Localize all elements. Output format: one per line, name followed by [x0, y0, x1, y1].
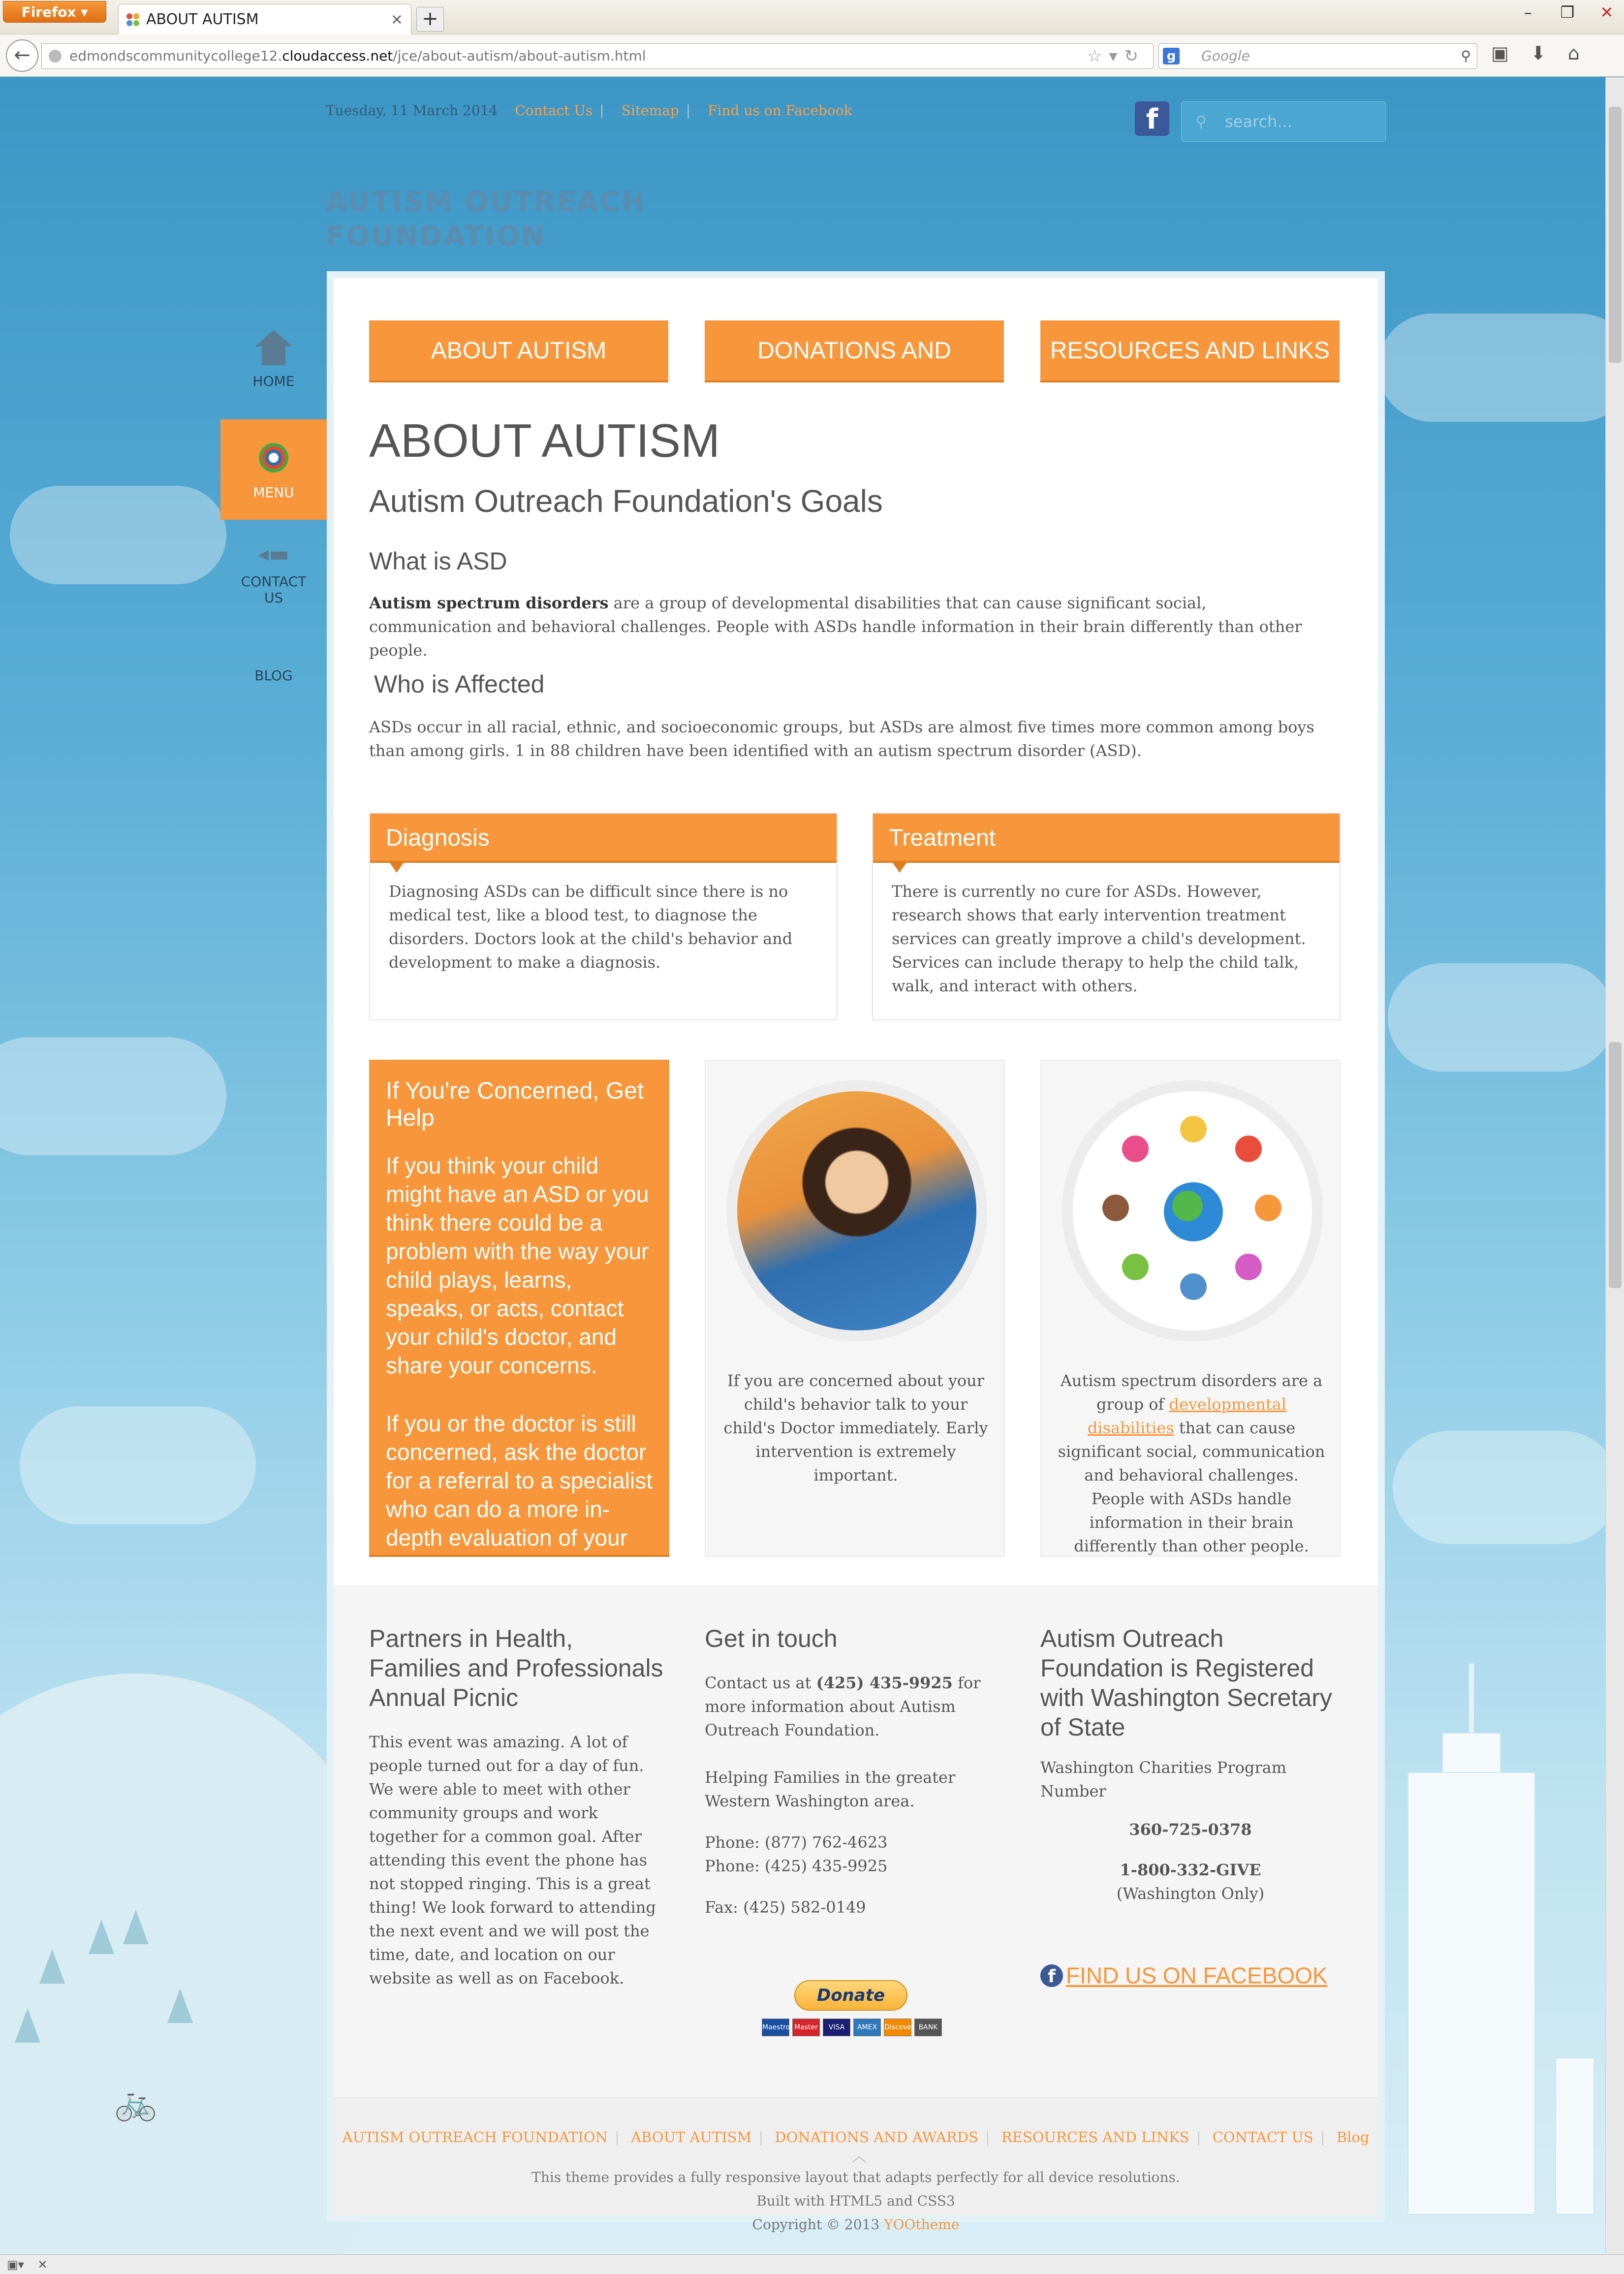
concern-box — [369, 1060, 669, 1579]
url-bar-icons[interactable]: ☆▾↻ — [1087, 46, 1145, 66]
contact-us-link[interactable]: Contact Us — [515, 102, 593, 119]
sitemap-link[interactable]: Sitemap — [621, 102, 679, 119]
treatment-title: Treatment — [873, 814, 1340, 863]
amex-logo: AMEX — [853, 2019, 881, 2036]
firefox-button-label: Firefox — [21, 4, 76, 20]
footer-columns — [334, 1585, 1378, 2097]
new-tab-button[interactable]: + — [416, 7, 444, 32]
about-autism-button[interactable]: ABOUT AUTISM — [369, 320, 668, 382]
child-photo — [726, 1080, 987, 1341]
site-title[interactable] — [326, 185, 719, 254]
picnic-column — [369, 1624, 669, 1990]
browser-tab-strip — [0, 0, 1624, 34]
home-icon — [257, 330, 290, 367]
search-icon: ⚲ — [1195, 112, 1207, 131]
find-us-on-facebook-link[interactable]: FIND US ON FACEBOOK — [1066, 1962, 1328, 1989]
maestro-logo: Maestro — [762, 2019, 789, 2036]
cloud — [0, 1037, 226, 1155]
what-is-asd-text — [369, 591, 1334, 662]
sidenav-home[interactable] — [220, 330, 327, 404]
donations-awards-button[interactable]: DONATIONS AND AWARDS — [705, 320, 1004, 382]
sidenav-contact-label-1: CONTACT — [241, 573, 307, 590]
registration-column — [1040, 1624, 1341, 1988]
kids-globe-caption — [1056, 1369, 1327, 1558]
what-is-asd-heading: What is ASD — [369, 547, 507, 575]
cloud — [1388, 963, 1605, 1072]
facebook-icon: f — [1040, 1964, 1063, 1987]
cloud — [10, 486, 226, 584]
mastercard-logo: Master — [792, 2019, 820, 2036]
charities-program-number: 360-725-0378 — [1129, 1820, 1252, 1839]
developmental-disabilities-link[interactable]: developmental disabilities — [1087, 1395, 1287, 1437]
download-icon[interactable]: ⬇ — [1530, 42, 1546, 64]
contact-phone-bold: (425) 435-9925 — [816, 1674, 953, 1692]
joomla-favicon-icon — [125, 12, 140, 27]
copyright-text: Copyright © 2013 — [752, 2216, 884, 2233]
diagnosis-title: Diagnosis — [370, 814, 837, 863]
search-go-icon[interactable]: ⚲ — [1461, 48, 1471, 64]
window-close-icon[interactable]: ✕ — [1600, 3, 1614, 22]
tree-decoration — [89, 1920, 114, 1954]
tab-title: ABOUT AUTISM — [146, 11, 259, 28]
footer-link-home[interactable]: AUTISM OUTREACH FOUNDATION — [342, 2129, 608, 2146]
tower-decoration — [1407, 1772, 1535, 2215]
url-host: cloudaccess.net — [282, 48, 393, 64]
built-with-note: Built with HTML5 and CSS3 — [756, 2193, 955, 2209]
diagnosis-box — [369, 813, 838, 1020]
sidenav-home-label: HOME — [252, 373, 295, 389]
window-controls — [1516, 0, 1619, 25]
copyright — [334, 2213, 1378, 2237]
contact-arrow-icon: ◂▬ — [258, 541, 289, 567]
child-photo-caption: If you are concerned about your child's behavior talk to your child's Doctor immediately. Early intervention is extremely important. — [723, 1371, 988, 1484]
footer-link-blog[interactable]: Blog — [1336, 2129, 1370, 2146]
page-subtitle: Autism Outreach Foundation's Goals — [369, 483, 883, 519]
fax-number: Fax: (425) 582-0149 — [705, 1898, 866, 1917]
addon-icon[interactable]: ▣▾ — [7, 2258, 24, 2272]
facebook-icon[interactable]: f — [1135, 101, 1169, 136]
diagnosis-text: Diagnosing ASDs can be difficult since there is no medical test, like a blood test, to diagnose the disorders. Doctors look at the child's behavior and development to make a diagnosis. — [389, 882, 793, 972]
get-in-touch-title: Get in touch — [705, 1625, 838, 1652]
treatment-box — [872, 813, 1341, 1020]
status-close-icon[interactable]: ✕ — [37, 2258, 48, 2272]
picnic-title: Partners in Health, Families and Professionals Annual Picnic — [369, 1625, 663, 1711]
kids-globe-card — [1040, 1060, 1341, 1557]
site-search-placeholder: search... — [1225, 112, 1292, 131]
page-title: ABOUT AUTISM — [369, 414, 720, 467]
minimize-icon[interactable]: – — [1524, 3, 1532, 22]
url-prefix: edmondscommunitycollege12. — [69, 48, 282, 64]
footer-link-contact[interactable]: CONTACT US — [1212, 2129, 1313, 2146]
google-logo-icon[interactable]: g — [1163, 48, 1180, 64]
tower-top-decoration — [1442, 1733, 1501, 1777]
contact-intro-pre: Contact us at — [705, 1674, 816, 1692]
discover-logo: Discover — [884, 2019, 911, 2036]
charities-program-label: Washington Charities Program Number — [1040, 1758, 1287, 1800]
facebook-footer-link[interactable] — [1040, 1962, 1341, 1988]
theme-note: This theme provides a fully responsive layout that adapts perfectly for all device resolutions. — [531, 2169, 1180, 2185]
asd-bold-term: Autism spectrum disorders — [369, 594, 609, 612]
tree-decoration — [39, 1949, 65, 1984]
service-area: Helping Families in the greater Western Washington area. — [705, 1768, 956, 1810]
sidenav-contact[interactable] — [220, 541, 327, 620]
washington-only-note: (Washington Only) — [1116, 1884, 1265, 1903]
menu-icon — [255, 439, 292, 476]
footer-link-donations[interactable]: DONATIONS AND AWARDS — [775, 2129, 978, 2146]
top-bar: Tuesday, 11 March 2014 Contact Us | Sitemap | Find us on Facebook — [326, 102, 852, 119]
firefox-menu-button[interactable]: Firefox ▾ — [3, 1, 106, 23]
get-in-touch-column — [705, 1624, 1005, 1919]
contact-intro-post: for more information about Autism Outreach Foundation. — [705, 1674, 981, 1739]
child-photo-card — [705, 1060, 1005, 1557]
scrollbar-thumb-secondary[interactable] — [1609, 1042, 1622, 1288]
picnic-text: This event was amazing. A lot of people turned out for a day of fun. We were able to meet with other community groups and work together for a common goal. After attending this event the phone has not stopped ringing. This is a great thing! We look forward to attending the next event and we will post the time, date, and location on our website as well as on Facebook. — [369, 1733, 656, 1988]
phone-1: Phone: (877) 762-4623 — [705, 1833, 888, 1852]
sidenav-menu-label: MENU — [253, 484, 294, 501]
tree-decoration — [167, 1989, 193, 2023]
url-path: /jce/about-autism/about-autism.html — [393, 48, 646, 64]
facebook-top-link[interactable]: Find us on Facebook — [708, 102, 852, 119]
cloud — [1378, 314, 1605, 422]
kids-globe-image — [1062, 1080, 1323, 1341]
page-scrollbar[interactable] — [1605, 77, 1624, 2254]
asd-description: are a group of developmental disabilities that can cause significant social, communication and behavioral challenges. People with ASDs handle information in their brain differently than other people. — [369, 594, 1302, 660]
tab-close-icon[interactable]: × — [390, 11, 403, 28]
tree-decoration — [123, 1910, 149, 1944]
restore-icon[interactable]: ❐ — [1560, 3, 1575, 22]
browser-status-bar — [0, 2254, 1624, 2274]
cloud — [1393, 1431, 1605, 1544]
scroll-to-top-icon[interactable]: ︿ — [852, 2148, 867, 2165]
main-panel — [327, 271, 1385, 2233]
concern-paragraph-2: If you or the doctor is still concerned, ask the doctor for a referral to a specialist who can do a more in-depth evaluation of your child. — [386, 1411, 653, 1579]
current-date: Tuesday, 11 March 2014 — [326, 102, 498, 119]
home-icon[interactable]: ⌂ — [1567, 42, 1580, 64]
payment-card-logos — [762, 2019, 942, 2036]
visa-logo: VISA — [823, 2019, 850, 2036]
building-decoration — [1555, 2057, 1594, 2215]
site-title-line2: FOUNDATION — [326, 221, 546, 253]
browser-tab[interactable] — [118, 4, 411, 34]
bookmarks-icon[interactable]: ▣ — [1491, 42, 1509, 64]
registration-title: Autism Outreach Foundation is Registered with Washington Secretary of State — [1040, 1625, 1332, 1741]
browser-search-input[interactable] — [1158, 43, 1477, 69]
treatment-text: There is currently no cure for ASDs. However, research shows that early intervention treatment services can greatly improve a child's development. Services can include therapy to help the child talk, walk, and interact with others. — [892, 882, 1306, 995]
yootheme-link[interactable]: YOOtheme — [884, 2216, 960, 2233]
who-is-affected-heading: Who is Affected — [374, 670, 545, 698]
bank-logo: BANK — [914, 2019, 942, 2036]
footer-links: AUTISM OUTREACH FOUNDATION | ABOUT AUTISM | DONATIONS AND AWARDS | RESOURCES AND LINKS | CONTACT US | Blog ︿ — [342, 2129, 1370, 2165]
concern-title: If You're Concerned, Get Help — [386, 1078, 644, 1131]
tree-decoration — [15, 2008, 40, 2043]
scrollbar-thumb[interactable] — [1609, 107, 1622, 363]
site-title-line1: AUTISM OUTREACH — [326, 186, 646, 218]
sidenav-blog-label: BLOG — [254, 667, 293, 684]
site-identity-icon[interactable] — [49, 50, 62, 63]
browser-nav-bar — [0, 34, 1624, 77]
cloud — [20, 1406, 256, 1524]
footer-link-about[interactable]: ABOUT AUTISM — [631, 2129, 752, 2146]
who-is-affected-text: ASDs occur in all racial, ethnic, and socioeconomic groups, but ASDs are almost five times more common among boys than among girls. 1 in 88 children have been identified with an autism spectrum disorder (ASD). — [369, 718, 1314, 760]
give-phone: 1-800-332-GIVE — [1120, 1861, 1261, 1879]
globe-icon — [1164, 1182, 1223, 1241]
footer-link-resources[interactable]: RESOURCES AND LINKS — [1001, 2129, 1189, 2146]
cyclist-icon: 🚲 — [114, 2082, 157, 2122]
content-area — [334, 278, 1378, 1585]
sidenav-blog[interactable] — [220, 667, 327, 697]
url-bar[interactable] — [41, 43, 1154, 69]
site-footer — [334, 2097, 1378, 2233]
phone-2: Phone: (425) 435-9925 — [705, 1857, 888, 1875]
caption-text-before: Autism spectrum disorders are a group of — [1060, 1371, 1323, 1414]
search-placeholder: Google — [1201, 48, 1250, 64]
resources-links-button[interactable]: RESOURCES AND LINKS — [1040, 320, 1340, 382]
tower-spire-decoration — [1469, 1664, 1474, 1737]
caption-text-after: that can cause significant social, communication and behavioral challenges. People with ASDs handle information in their brain differently than other people. — [1058, 1419, 1325, 1555]
back-arrow-icon[interactable]: ← — [6, 39, 38, 72]
concern-paragraph-1: If you think your child might have an ASD or you think there could be a problem with the way your child plays, learns, speaks, or acts, contact your child's doctor, and share your concerns. — [386, 1153, 649, 1378]
sidenav-menu[interactable] — [220, 419, 327, 520]
contact-intro — [705, 1671, 1005, 1742]
donate-button[interactable]: Donate — [794, 1980, 907, 2011]
site-search-input[interactable] — [1181, 101, 1386, 142]
toolbar-right-icons — [1491, 42, 1580, 64]
sidenav-contact-label-2: US — [264, 590, 283, 606]
